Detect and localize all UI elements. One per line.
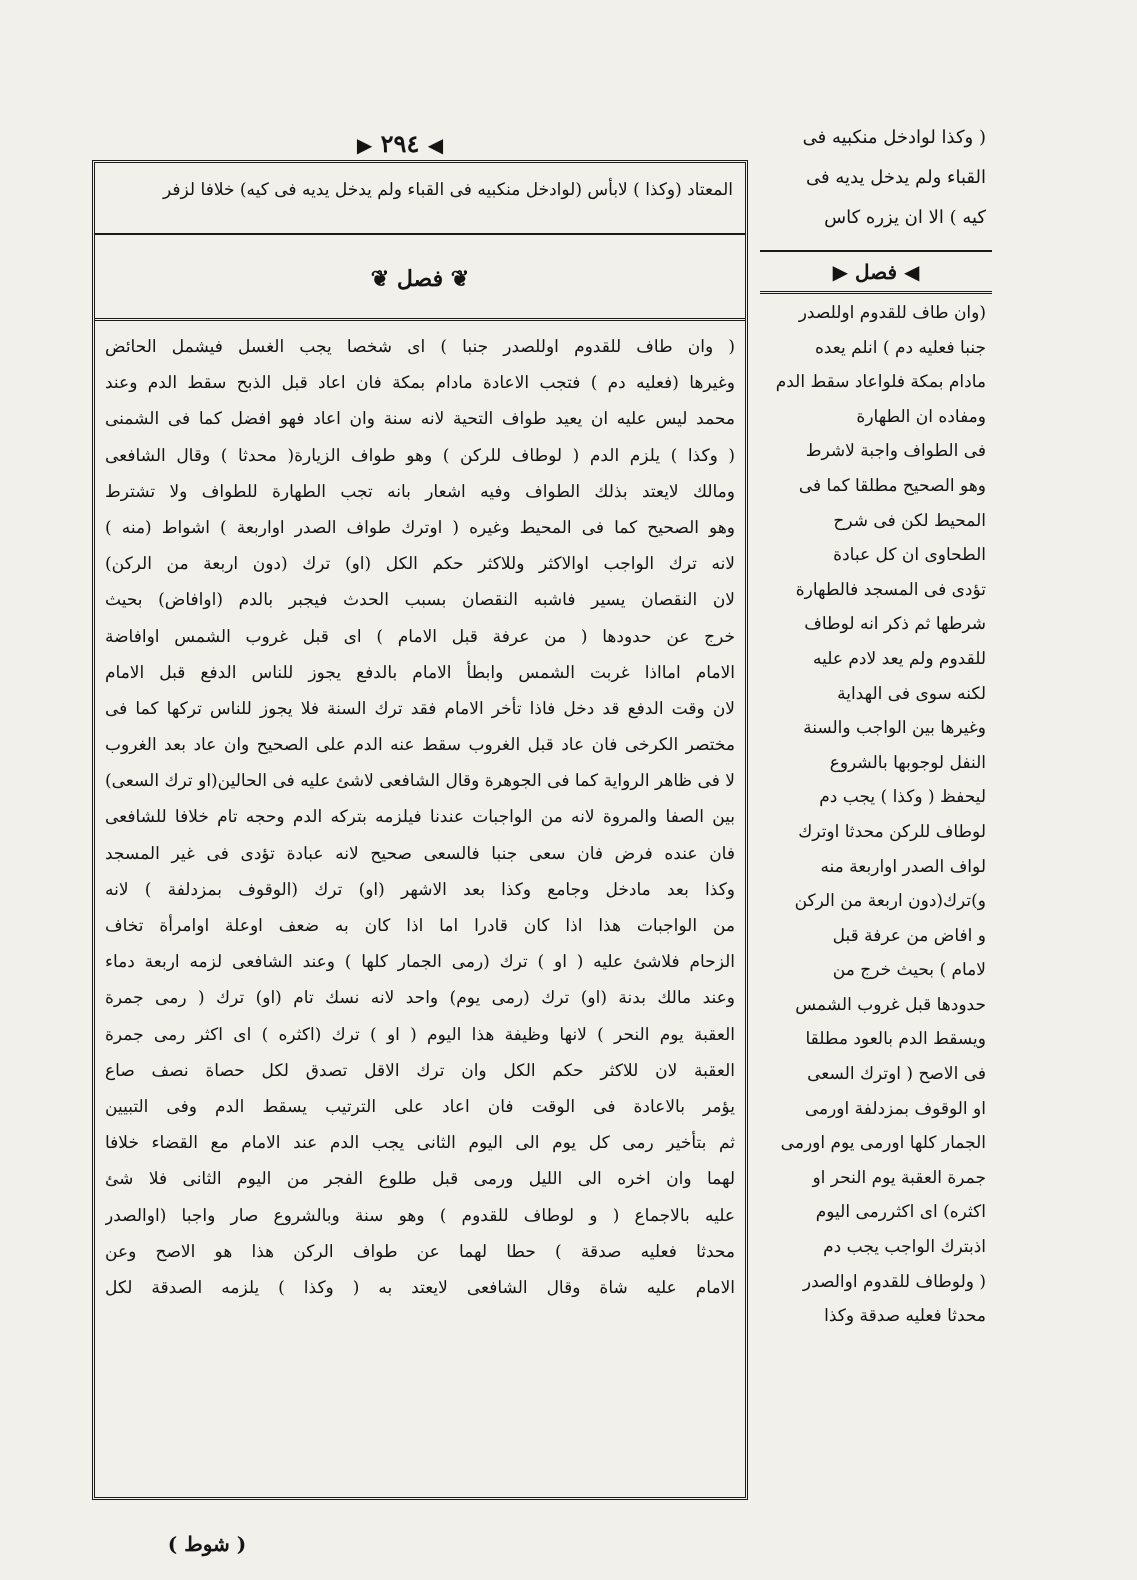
text-line: تؤدى فى المسجد فالطهارة xyxy=(795,579,986,600)
text-line: لا فى ظاهر الرواية كما فى الجوهرة وقال الشافعى لاشئ عليه فى الحالين(او ترك السعى) xyxy=(105,771,735,792)
text-line: لامام ) بحيث خرج من xyxy=(832,960,986,981)
text-line: مادام بمكة فلواعاد سقط الدم xyxy=(775,372,986,393)
text-line: جمرة العقبة يوم النحر او xyxy=(812,1167,986,1188)
text-line: اذبترك الواجب يجب دم xyxy=(823,1237,986,1258)
text-line: و افاض من عرفة قبل xyxy=(832,925,986,946)
text-line: الامام امااذا غربت الشمس وابطأ الامام بالدفع يجوز للناس الدفع قبل الامام xyxy=(105,662,735,683)
text-line: وكذا بعد مادخل وجامع وكذا بعد الاشهر (او) ترك (الوقوف بمزدلفة ) لانه xyxy=(105,879,735,900)
text-line: لواف الصدر اواربعة منه xyxy=(820,856,986,877)
text-line: يؤمر بالاعادة فى الوقت فان اعاد على الترتيب يسقط الدم وفى التبيين xyxy=(105,1096,735,1117)
text-line: جنبا فعليه دم ) انلم يعده xyxy=(814,337,986,358)
text-line: ليحفظ ( وكذا ) يجب دم xyxy=(819,787,986,808)
text-line: فى الطواف واجبة لاشرط xyxy=(805,441,986,462)
text-line: لانه ترك الواجب اوالاكثر وللاكثر حكم الكل (او) ترك (دون اربعة من الركن) xyxy=(105,554,735,575)
text-line: لان وقت الدفع قد دخل فاذا تأخر الامام فقد ترك السنة فلا يجوز للناس تركها كما فى xyxy=(105,698,735,719)
main-text-frame xyxy=(92,160,748,1500)
text-line: القباء ولم يدخل يديه فى xyxy=(806,167,986,188)
text-line: بين الصفا والمروة لانه من الواجبات عندنا فيلزمه بتركه الدم وحجه تام خلافا للشافعى xyxy=(105,807,735,828)
text-line: فان عنده فرض فان سعى جنبا فالسعى صحيح لانه عبادة تؤدى فى غير المسجد xyxy=(105,843,735,864)
text-line: محدثا فعليه صدقة ) حطا لهما عن طواف الركن هذا هو الاصح وعن xyxy=(105,1241,735,1262)
text-line: او الوقوف بمزدلفة اورمى xyxy=(804,1098,986,1119)
margin-commentary-body xyxy=(764,296,986,1516)
text-line: عليه بالاجماع ( و لوطاف للقدوم ) وهو سنة وبالشروع صار واجبا (اوالصدر xyxy=(105,1205,735,1226)
text-line: النفل لوجوبها بالشروع xyxy=(829,752,986,773)
text-line: لهما وان اخره الى الليل ورمى قبل طلوع الفجر من اليوم الثانى فلا شئ xyxy=(105,1169,735,1190)
margin-section-heading: ◀ فصل ▶ xyxy=(760,250,992,294)
text-line: وهو الصحيح مطلقا كما فى xyxy=(798,475,986,496)
text-line: ( وان طاف للقدوم اوللصدر جنبا ) اى شخصا يجب الغسل فيشمل الحائض xyxy=(105,337,735,357)
text-line: المحيط لكن فى شرح xyxy=(833,510,986,531)
text-line: العقبة لان للاكثر حكم الكل وان ترك الاقل تصدق لكل حصاة نصف صاع xyxy=(105,1060,735,1081)
text-line: ومفاده ان الطهارة xyxy=(856,406,986,427)
page-number: ٢٩٤ xyxy=(380,129,420,158)
page-number-header xyxy=(300,128,500,160)
main-commentary-body xyxy=(105,329,735,1489)
main-section-heading: ❦ فصل ❦ xyxy=(95,237,745,321)
text-line: ويسقط الدم بالعود مطلقا xyxy=(805,1029,986,1050)
text-line: ( وكذا لوادخل منكبيه فى xyxy=(802,127,986,148)
text-line: ومالك لايعتد بذلك الطواف وفيه اشعار بانه تجب الطهارة للطواف ولا تشترط xyxy=(105,481,735,502)
text-line: كيه ) الا ان يزره كاس xyxy=(824,207,986,228)
text-line: الطحاوى ان كل عبادة xyxy=(833,545,986,566)
text-line: خرج عن حدودها ( من عرفة قبل الامام ) اى قبل غروب الشمس اوافاضة xyxy=(105,626,735,647)
text-line: محمد ليس عليه ان يعيد طواف التحية لانه سنة وان اعاد فهو افضل كما فى الشمنى xyxy=(105,409,735,430)
text-line: ( وكذا ) يلزم الدم ( لوطاف للركن ) وهو طواف الزيارة( محدثا ) وقال الشافعى xyxy=(105,445,735,466)
text-line: لان النقصان يسير فاشبه النقصان بسبب الحدث فيجبر بالدم (اوافاض) بحيث xyxy=(105,590,735,611)
text-line: للقدوم ولم يعد لادم عليه xyxy=(812,648,986,669)
text-line: و)ترك(دون اربعة من الركن xyxy=(794,891,986,912)
text-line: وهو الصحيح كما فى المحيط وغيره ( اوترك طواف الصدر اواربعة ) اشواط (منه ) xyxy=(105,517,735,538)
catchword: ( شوط ) xyxy=(167,1532,247,1556)
text-line: من الواجبات هذا اذا كان قادرا اما اذا كان به ضعف اوعلة اوامرأة تخاف xyxy=(105,916,735,936)
text-line: وغيرها بين الواجب والسنة xyxy=(803,718,986,739)
text-line: حدودها قبل غروب الشمس xyxy=(795,994,986,1015)
text-line: الجمار كلها اورمى يوم اورمى xyxy=(780,1133,986,1154)
text-line: لوطاف للركن محدثا اوترك xyxy=(798,821,986,842)
text-line: الزحام فلاشئ عليه ( او ) ترك (رمى الجمار كلها ) وعند الشافعى لزمه اربعة دماء xyxy=(105,952,735,973)
text-line: مختصر الكرخى فان عاد قبل الغروب سقط عنه الدم على الصحيح وان عاد بعد الغروب xyxy=(105,735,735,756)
ornament-left-icon: ◀ xyxy=(427,133,444,157)
text-line: شرطها ثم ذكر انه لوطاف xyxy=(804,614,986,635)
text-line: اكثره) اى اكثررمى اليوم xyxy=(815,1202,986,1223)
text-line: الامام عليه شاة وقال الشافعى لايعتد به ( وكذا ) يلزمه الصدقة لكل xyxy=(105,1277,735,1298)
ornament-right-icon: ▶ xyxy=(356,133,373,157)
text-line: وغيرها (فعليه دم ) فتجب الاعادة مادام بمكة فان اعاد قبل الذبح سقط الدم وعند xyxy=(105,373,735,394)
text-line: محدثا فعليه صدقة وكذا xyxy=(824,1306,986,1327)
text-line: ( ولوطاف للقدوم اوالصدر xyxy=(802,1271,986,1292)
text-line: لكنه سوى فى الهداية xyxy=(837,683,986,704)
text-line: فى الاصح ( اوترك السعى xyxy=(807,1064,986,1085)
text-line: ثم بتأخير رمى كل يوم الى اليوم الثانى يجب الدم عند الامام مع القضاء خلافا xyxy=(105,1133,735,1154)
main-top-line: المعتاد (وكذا ) لابأس (لوادخل منكبيه فى القباء ولم يدخل يديه فى كيه) خلافا لزفر xyxy=(95,163,745,235)
text-line: العقبة يوم النحر ) لانها وظيفة هذا اليوم ( او ) ترك (اكثره ) اى اكثر رمى جمرة xyxy=(105,1024,735,1045)
text-line: (وان طاف للقدوم اوللصدر xyxy=(798,303,986,323)
margin-top-text xyxy=(762,118,986,242)
text-line: وعند مالك بدنة (او) ترك (رمى يوم) واحد لانه نسك تام (او) ترك ( رمى جمرة xyxy=(105,988,735,1009)
